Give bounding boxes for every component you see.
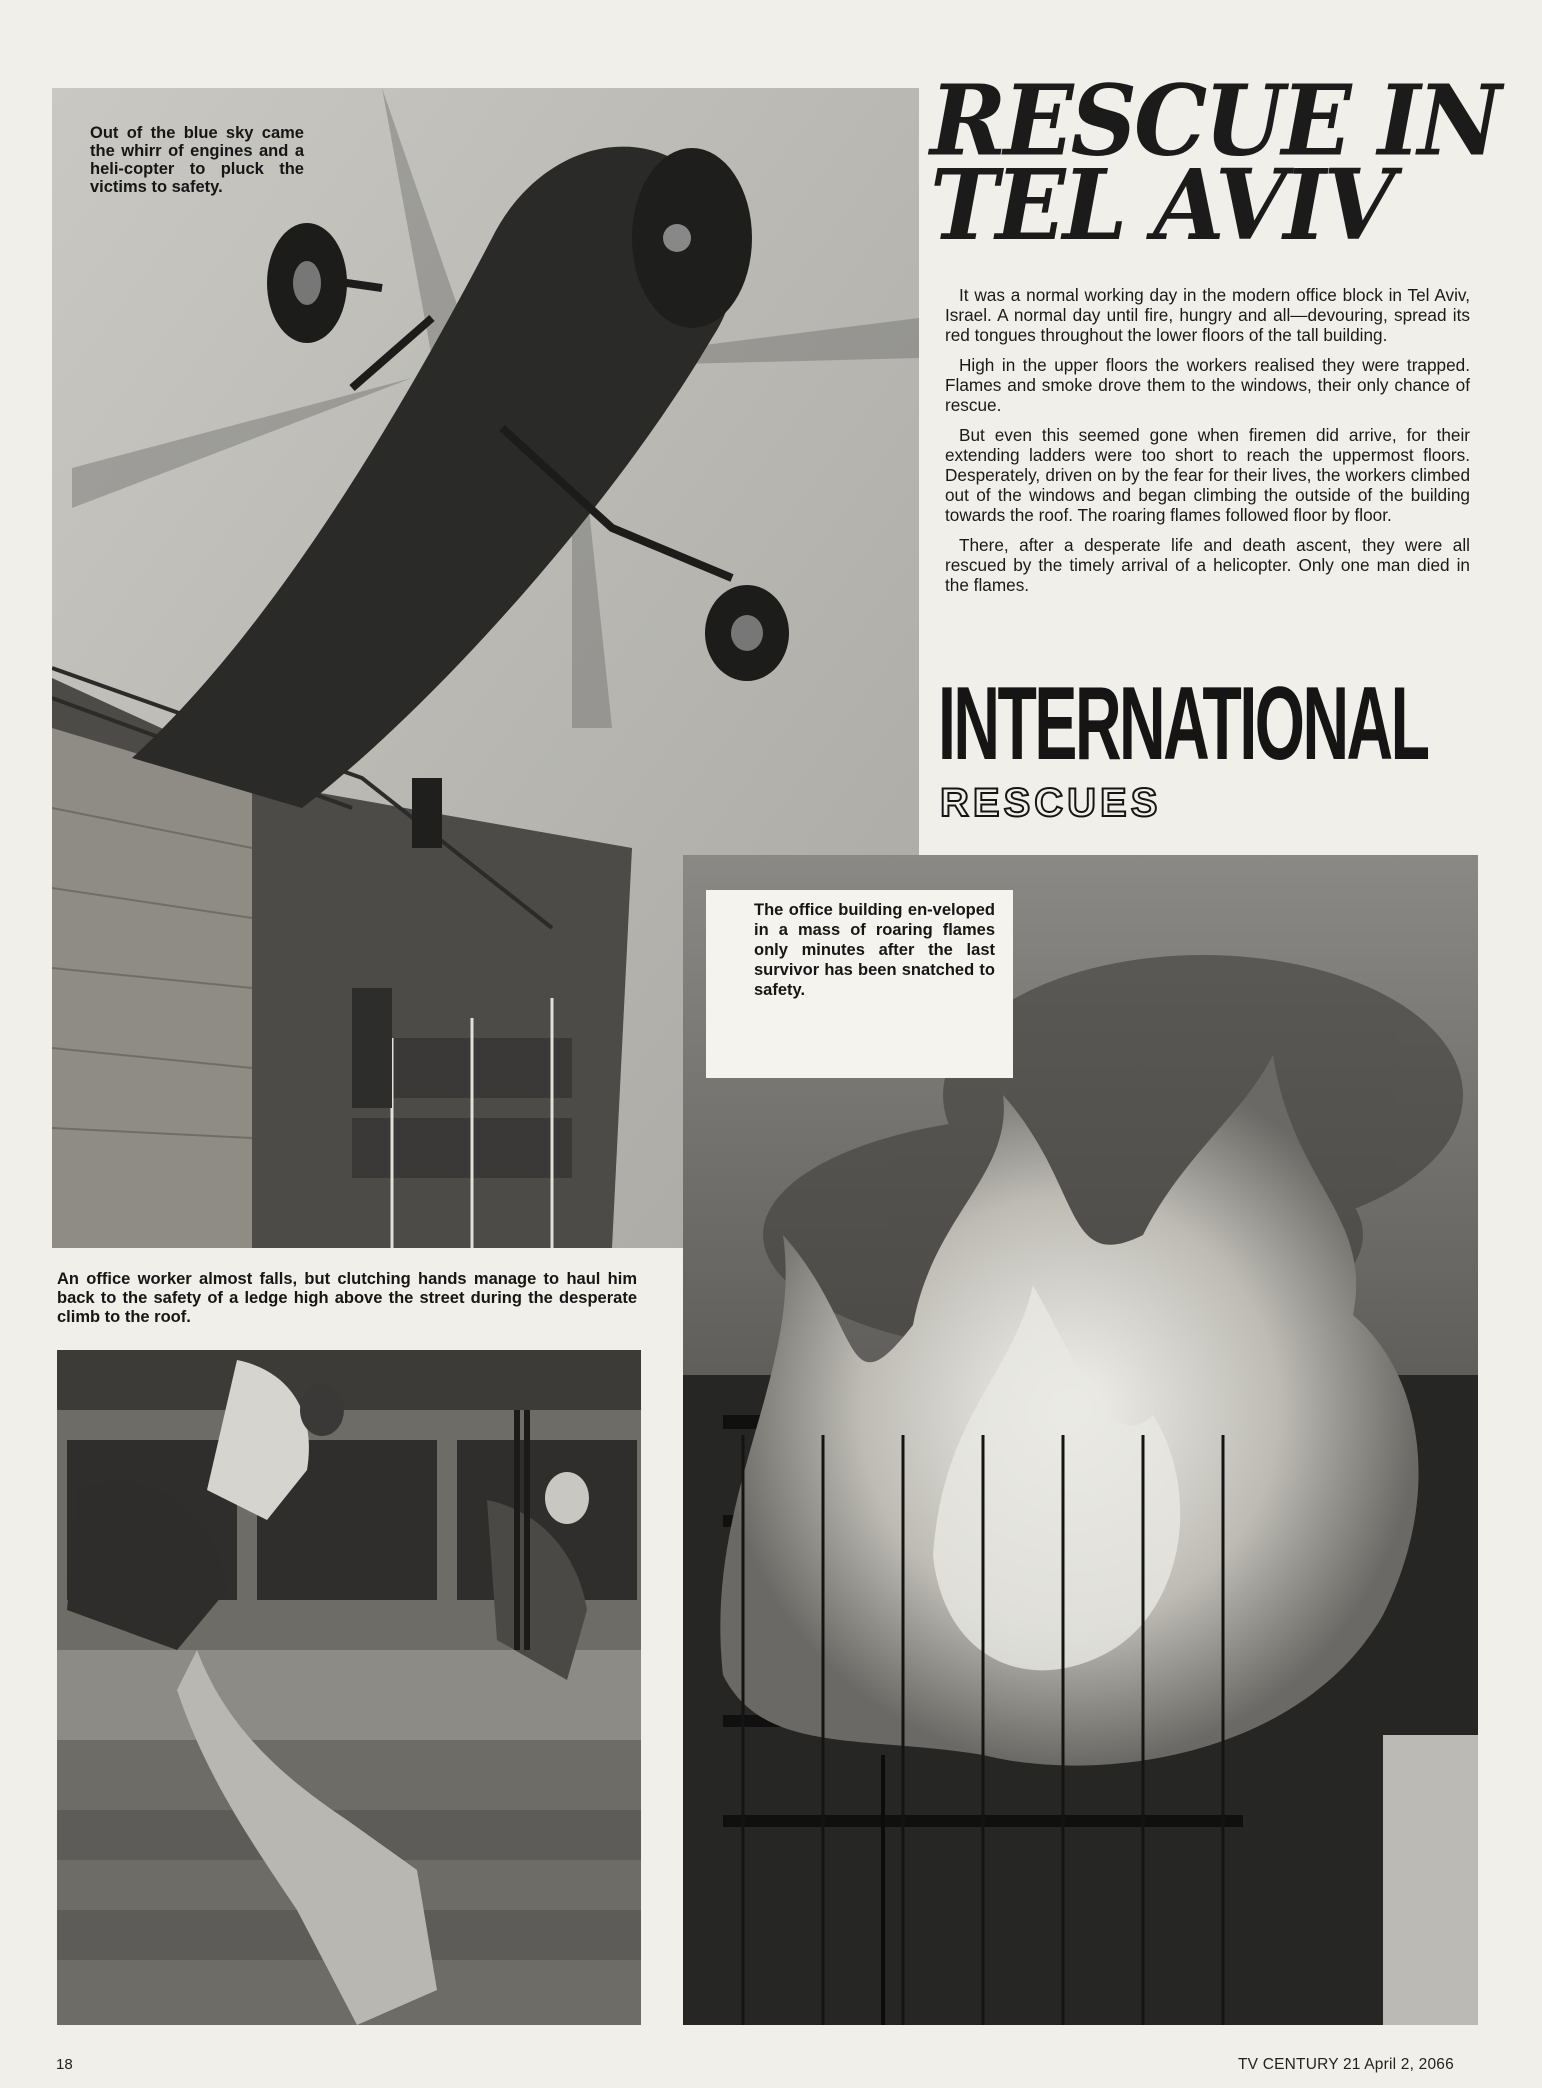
article-paragraph: It was a normal working day in the modern office block in Tel Aviv, Israel. A normal day until fire, hungry and all—devouring, spread its red tongues throughout the lower floors of the tall building. xyxy=(945,285,1470,345)
article-body xyxy=(945,285,1470,605)
page-number: 18 xyxy=(56,2056,73,2073)
article-paragraph: High in the upper floors the workers realised they were trapped. Flames and smoke drove them to the windows, their only chance of rescue. xyxy=(945,355,1470,415)
article-paragraph: There, after a desperate life and death ascent, they were all rescued by the timely arrival of a helicopter. Only one man died in the flames. xyxy=(945,535,1470,595)
headline-line-2: TEL AVIV xyxy=(930,147,1392,263)
publication-footer: TV CENTURY 21 April 2, 2066 xyxy=(1238,2056,1454,2073)
rescues-logo: RESCUES xyxy=(940,781,1162,825)
climbing-photo xyxy=(57,1350,641,2025)
fall-caption: An office worker almost falls, but clutching hands manage to haul him back to the safety of a ledge high above the street during the desperate climb to the roof. xyxy=(57,1270,637,1326)
international-logo: INTERNATIONAL xyxy=(938,666,1428,782)
headline-line-1: RESCUE IN xyxy=(930,63,1499,178)
article-paragraph: But even this seemed gone when firemen did arrive, for their extending ladders were too short to reach the uppermost floors. Desperately, driven on by the fear for their lives, the workers climbed out of the windows and began climbing the outside of the building towards the roof. The roaring flames followed floor by floor. xyxy=(945,425,1470,525)
fire-caption: The office building en-veloped in a mass of roaring flames only minutes after the last survivor has been snatched to safety. xyxy=(706,890,1013,1078)
helicopter-caption: Out of the blue sky came the whirr of engines and a heli-copter to pluck the victims to safety. xyxy=(90,124,304,196)
headline xyxy=(930,63,1499,263)
